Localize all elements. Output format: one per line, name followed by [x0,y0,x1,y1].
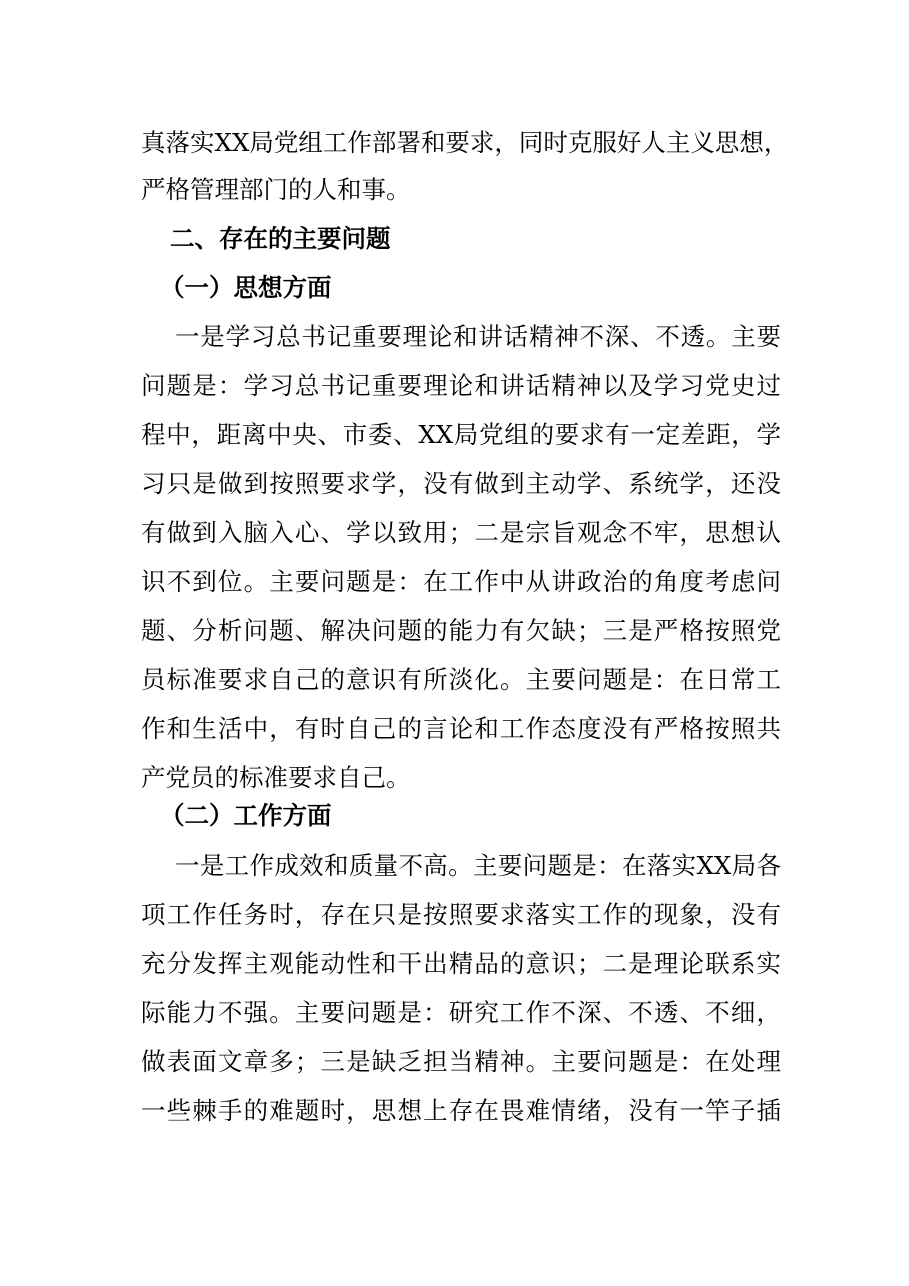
subsection-2-line-5: 做表面文章多；三是缺乏担当精神。主要问题是：在处理 [141,1047,781,1076]
subsection-1-line-6: 识不到位。主要问题是：在工作中从讲政治的角度考虑问 [141,567,781,596]
subsection-2-line-1: 一是工作成效和质量不高。主要问题是：在落实XX局各 [175,851,781,880]
subsection-1-line-9: 作和生活中，有时自己的言论和工作态度没有严格按照共 [141,714,781,743]
subsection-1-line-8: 员标准要求自己的意识有所淡化。主要问题是：在日常工 [141,665,781,694]
subsection-1-line-2: 问题是：学习总书记重要理论和讲话精神以及学习党史过 [141,371,781,400]
subsection-1-heading: （一）思想方面 [160,273,332,302]
subsection-1-line-10: 产党员的标准要求自己。 [141,763,411,792]
subsection-1-line-5: 有做到入脑入心、学以致用；二是宗旨观念不牢，思想认 [141,518,781,547]
subsection-2-line-2: 项工作任务时，存在只是按照要求落实工作的现象，没有 [141,900,781,929]
section-heading: 二、存在的主要问题 [170,224,391,253]
subsection-1-line-4: 习只是做到按照要求学，没有做到主动学、系统学，还没 [141,469,781,498]
intro-line-1: 真落实XX局党组工作部署和要求，同时克服好人主义思想， [141,128,789,157]
subsection-2-line-4: 际能力不强。主要问题是：研究工作不深、不透、不细， [141,998,781,1027]
subsection-1-line-3: 程中，距离中央、市委、XX局党组的要求有一定差距，学 [141,420,781,449]
subsection-2-line-6: 一些棘手的难题时，思想上存在畏难情绪，没有一竿子插 [141,1096,781,1125]
subsection-2-line-3: 充分发挥主观能动性和干出精品的意识；二是理论联系实 [141,949,781,978]
intro-line-2: 严格管理部门的人和事。 [141,175,411,204]
subsection-1-line-1: 一是学习总书记重要理论和讲话精神不深、不透。主要 [175,322,781,351]
subsection-1-line-7: 题、分析问题、解决问题的能力有欠缺；三是严格按照党 [141,616,781,645]
subsection-2-heading: （二）工作方面 [160,801,332,830]
